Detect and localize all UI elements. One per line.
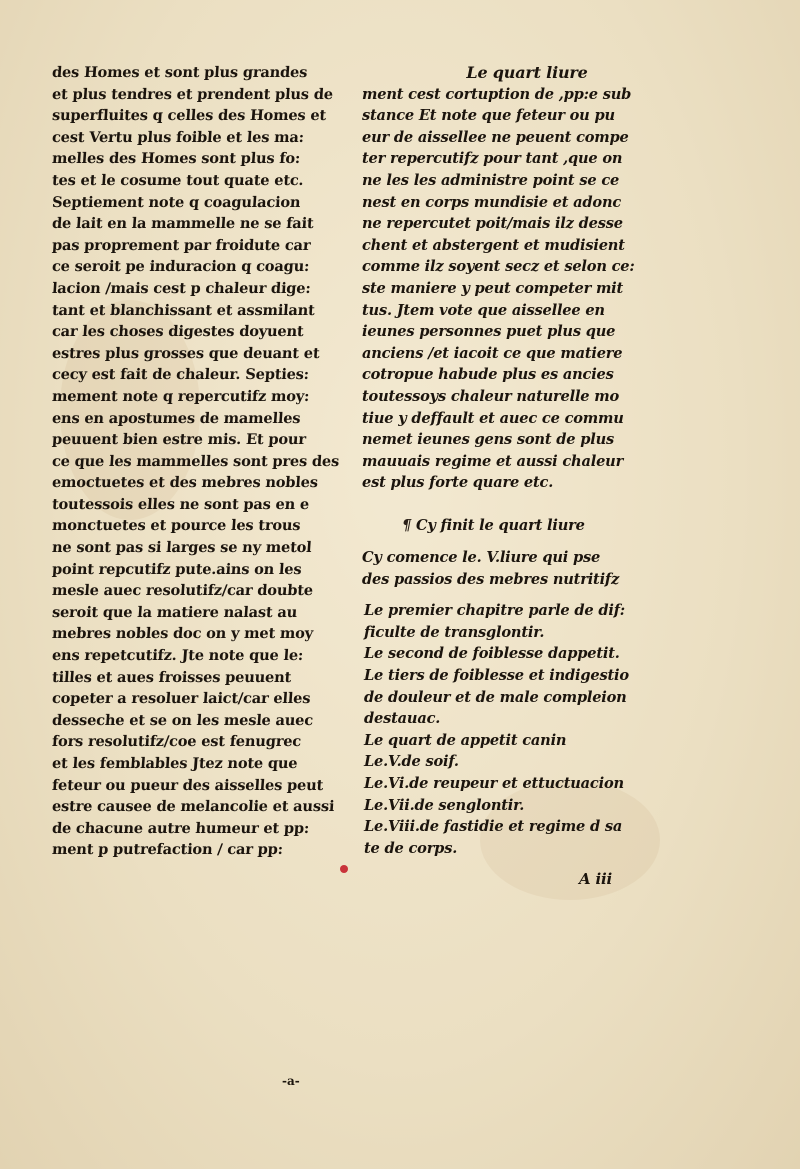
text-line: ce que les mammelles sont pres des — [51, 452, 340, 470]
text-line: tiue y deffault et auec ce commu — [362, 409, 624, 427]
text-line: tes et le cosume tout quate etc. — [51, 171, 305, 189]
heading-line: des passios des mebres nutritifz — [362, 570, 620, 588]
text-line: Septiement note q coagulacion — [51, 193, 301, 211]
text-line: mauuais regime et aussi chaleur — [362, 452, 624, 470]
text-line: des Homes et sont plus grandes — [51, 64, 308, 81]
chapter-entry: Le.Vii.de senglontir. — [364, 796, 525, 814]
text-line: cest Vertu plus foible et les ma: — [51, 128, 305, 146]
end-of-book-text: Cy finit le quart liure — [415, 517, 585, 535]
chapter-entry: de douleur et de male compleion — [364, 688, 627, 706]
chapter-entry: Le.Vi.de reupeur et ettuctuacion — [364, 775, 624, 792]
chapter-entry: Le tiers de foiblesse et indigestio — [364, 667, 629, 685]
text-line: superfluites q celles des Homes et — [51, 107, 327, 125]
red-mark-icon — [340, 865, 348, 873]
chapter-entry: Le.Viii.de fastidie et regime d sa — [364, 818, 623, 836]
end-of-book-line — [362, 515, 692, 537]
chapter-entry: ficulte de transglontir. — [364, 623, 545, 641]
text-line: feteur ou pueur des aisselles peut — [51, 776, 324, 794]
text-line: ce seroit pe induracion q coagu: — [51, 258, 310, 276]
chapter-entry: destauac. — [364, 710, 441, 728]
text-line: stance Et note que feteur ou pu — [362, 107, 615, 125]
chapter-entry: Le second de foiblesse dappetit. — [364, 645, 620, 663]
text-line: estres plus grosses que deuant et — [51, 344, 321, 362]
book-five-heading — [362, 547, 692, 590]
text-line: desseche et se on les mesle auec — [51, 711, 314, 729]
text-line: toutessoys chaleur naturelle mo — [362, 387, 620, 405]
left-text-column — [52, 62, 352, 861]
text-line: ne repercutet poit/mais ilz desse — [362, 215, 623, 233]
right-text-column — [362, 62, 692, 891]
text-line: de chacune autre humeur et pp: — [51, 819, 310, 837]
text-line: ste maniere y peut competer mit — [362, 279, 624, 297]
text-line: lacion /mais cest p chaleur dige: — [51, 279, 312, 297]
chapter-entry: Le.V.de soif. — [364, 753, 459, 771]
footer-mark: -a- — [282, 1074, 300, 1088]
text-line: pas proprement par froidute car — [51, 236, 311, 254]
text-line: estre causee de melancolie et aussi — [51, 798, 335, 816]
text-line: copeter a resoluer laict/car elles — [51, 690, 311, 708]
chapter-entry: Le premier chapitre parle de dif: — [364, 602, 625, 620]
text-line: ieunes personnes puet plus que — [362, 323, 616, 341]
text-line: emoctuetes et des mebres nobles — [51, 474, 319, 492]
text-line: ment cest cortuption de ,pp:e sub — [362, 85, 632, 103]
text-line: ens en apostumes de mamelles — [51, 409, 301, 427]
text-line: ment p putrefaction / car pp: — [51, 841, 284, 859]
text-line: comme ilz soyent secz et selon ce: — [362, 258, 635, 276]
signature-mark: A iii — [579, 870, 612, 889]
text-line: ter repercutifz pour tant ,que on — [362, 150, 623, 168]
text-line: melles des Homes sont plus fo: — [51, 150, 301, 168]
text-line: nemet ieunes gens sont de plus — [362, 431, 614, 449]
text-line: et les femblables Jtez note que — [51, 755, 299, 772]
text-line: anciens /et iacoit ce que matiere — [362, 344, 623, 362]
text-line: chent et abstergent et mudisient — [362, 236, 625, 254]
text-line: car les choses digestes doyuent — [51, 323, 305, 341]
heading-line: Cy comence le. V.liure qui pse — [362, 549, 601, 567]
text-line: ne les les administre point se ce — [362, 171, 620, 189]
text-line: monctuetes et pource les trous — [51, 517, 301, 535]
text-line: cotropue habude plus es ancies — [362, 366, 614, 384]
text-line: est plus forte quare etc. — [362, 474, 554, 492]
text-line: eur de aissellee ne peuent compe — [362, 128, 629, 146]
text-line: ne sont pas si larges se ny metol — [51, 539, 313, 557]
text-line: peuuent bien estre mis. Et pour — [51, 431, 307, 449]
text-line: nest en corps mundisie et adonc — [362, 193, 622, 211]
text-line: cecy est fait de chaleur. Septies: — [51, 366, 310, 384]
text-line: et plus tendres et prendent plus de — [51, 85, 334, 103]
right-paragraph — [362, 84, 692, 494]
text-line: ens repetcutifz. Jte note que le: — [51, 647, 304, 665]
text-line: de lait en la mammelle ne se fait — [51, 215, 315, 233]
text-line: mement note q repercutifz moy: — [51, 387, 310, 405]
text-line: mesle auec resolutifz/car doubte — [51, 582, 314, 600]
text-line: mebres nobles doc on y met moy — [51, 625, 314, 643]
running-header: Le quart liure — [466, 63, 588, 82]
text-line: point repcutifz pute.ains on les — [51, 560, 303, 578]
text-line: toutessois elles ne sont pas en e — [51, 495, 310, 513]
pilcrow-icon: ¶ — [402, 517, 412, 535]
text-line: tant et blanchissant et assmilant — [51, 301, 316, 319]
text-line: seroit que la matiere nalast au — [51, 603, 298, 621]
text-line: tilles et aues froisses peuuent — [51, 668, 292, 686]
chapter-list — [362, 600, 692, 859]
text-line: tus. Jtem vote que aissellee en — [362, 301, 605, 319]
chapter-entry: te de corps. — [364, 839, 458, 857]
chapter-entry: Le quart de appetit canin — [364, 731, 567, 749]
text-line: fors resolutifz/coe est fenugrec — [51, 733, 302, 751]
